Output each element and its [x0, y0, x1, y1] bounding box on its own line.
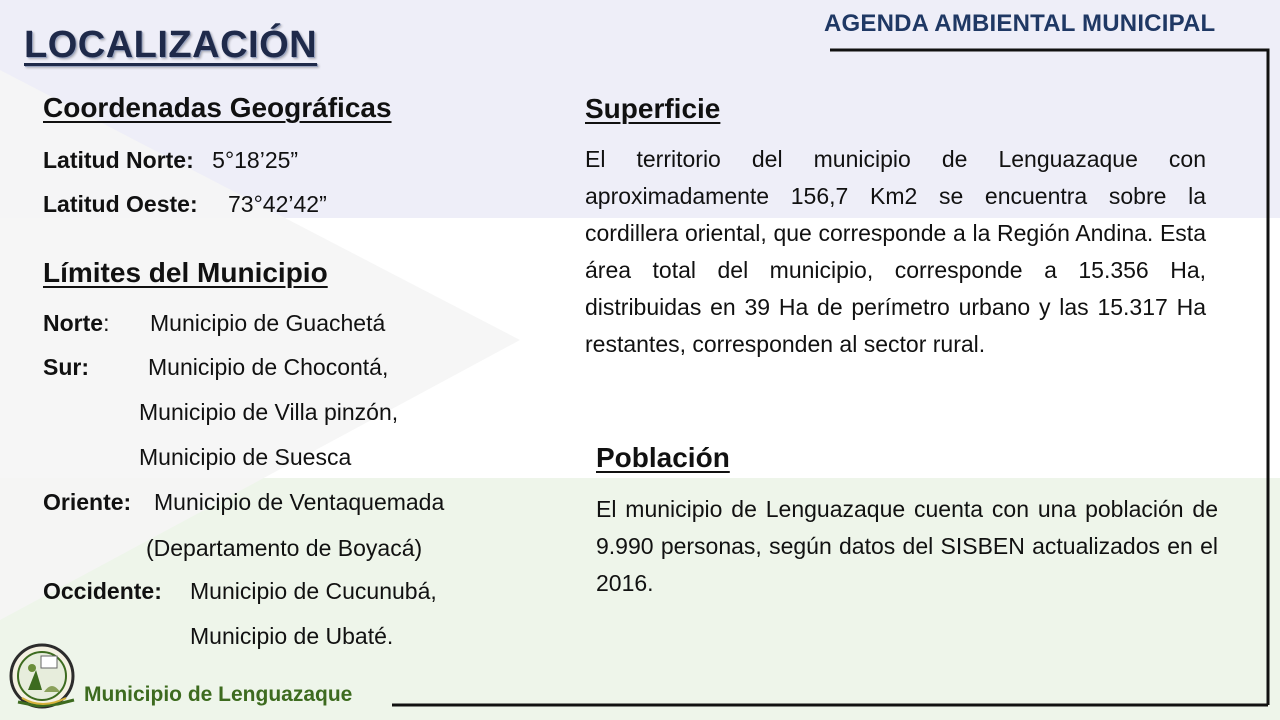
limit-west-value: Municipio de Ubaté. — [190, 623, 394, 649]
municipality-footer: Municipio de Lenguazaque — [84, 683, 353, 706]
latitude-west-label: Latitud Oeste: — [43, 191, 198, 217]
population-paragraph: El municipio de Lenguazaque cuenta con una población de 9.990 personas, según datos del SISBEN actualizados en el 2016. — [596, 496, 1218, 596]
page-title: LOCALIZACIÓN — [24, 24, 318, 66]
latitude-west-value: 73°42’42” — [228, 191, 327, 217]
limit-north-value: Municipio de Guachetá — [150, 310, 386, 336]
limit-south-value: Municipio de Suesca — [139, 444, 352, 470]
limit-north-label: Norte — [43, 310, 104, 336]
limit-east-value: Municipio de Ventaquemada — [154, 489, 445, 515]
limit-east-label: Oriente: — [43, 489, 132, 515]
limits-heading: Límites del Municipio — [43, 257, 328, 288]
coordinates-heading: Coordenadas Geográficas — [43, 92, 392, 123]
limit-south-value: Municipio de Chocontá, — [148, 354, 389, 380]
limit-west-label: Occidente: — [43, 578, 162, 604]
surface-heading: Superficie — [585, 93, 721, 124]
latitude-north-row — [43, 147, 298, 174]
municipal-seal-icon — [8, 640, 80, 712]
surface-paragraph: El territorio del municipio de Lenguazaque con aproximadamente 156,7 Km2 se encuentra sobre la cordillera oriental, que corresponde a la Región Andina. Esta área total del municipio, corresponde a 15.356 Ha, distribuidas en 39 Ha de perímetro urbano y las 15.317 Ha restantes, corresponden al sector rural. — [585, 146, 1206, 357]
latitude-west-row — [43, 191, 327, 218]
population-heading: Población — [596, 442, 730, 473]
agenda-header: AGENDA AMBIENTAL MUNICIPAL — [824, 10, 1216, 37]
limit-north-colon: : — [103, 310, 110, 336]
limit-west-value: Municipio de Cucunubá, — [190, 578, 437, 604]
limit-south-value: Municipio de Villa pinzón, — [139, 399, 399, 425]
latitude-north-label: Latitud Norte: — [43, 147, 194, 173]
limit-south-label: Sur: — [43, 354, 89, 380]
limit-north-row — [43, 310, 109, 337]
latitude-north-value: 5°18’25” — [212, 147, 299, 173]
limit-east-value: (Departamento de Boyacá) — [146, 535, 423, 561]
